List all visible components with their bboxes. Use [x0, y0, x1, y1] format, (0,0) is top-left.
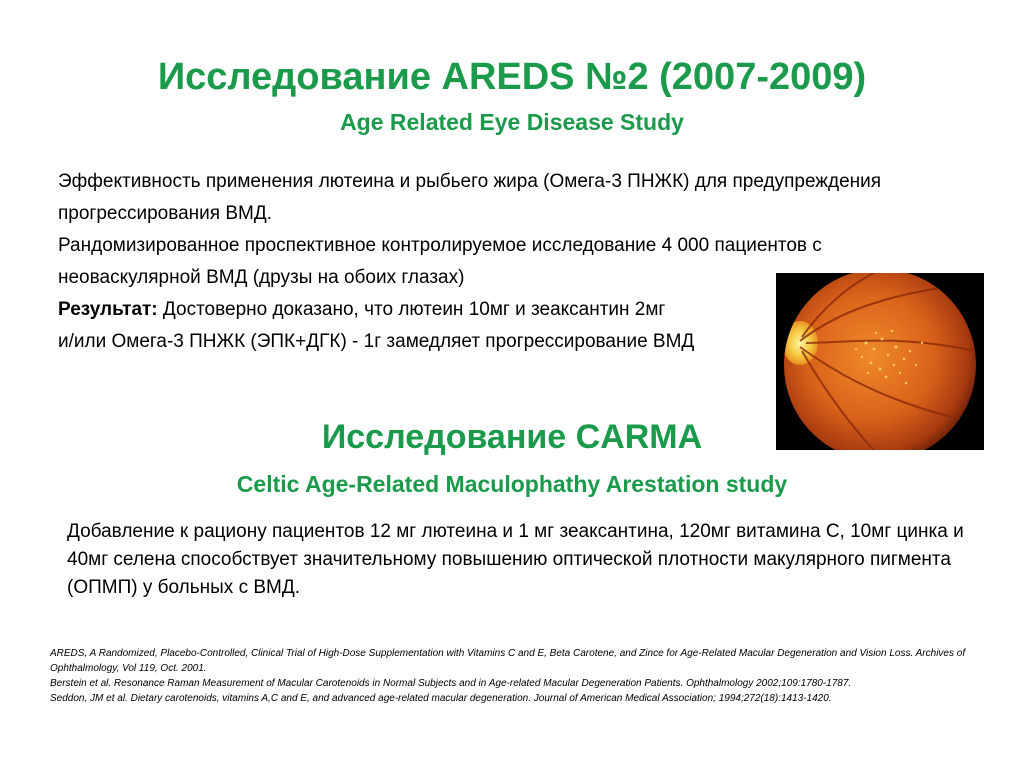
text-line: прогрессирования ВМД.: [58, 203, 273, 224]
text-line: Рандомизированное проспективное контролируемое исследование 4 000 пациентов с: [58, 235, 822, 256]
text-line: Эффективность применения лютеина и рыбьего жира (Омега-3 ПНЖК) для предупреждения: [58, 171, 882, 192]
result-label: Результат:: [58, 299, 158, 320]
carma-description: Добавление к рациону пациентов 12 мг лютеина и 1 мг зеаксантина, 120мг витамина С, 10мг цинка и 40мг селена способствует значительному повышению оптической плотности макулярного пигмента (ОПМП) у больных с ВМД.: [67, 521, 964, 598]
references: [50, 646, 985, 706]
reference-item: AREDS, A Randomized, Placebo-Controlled, Clinical Trial of High-Dose Supplementation with Vitamins C and E, Beta Carotene, and Zince for Age-Related Macular Degeneration and Vision Loss. Archives of Ophthalmology, Vol 119, Oct. 2001.: [50, 648, 966, 674]
reference-item: Seddon, JM et al. Dietary carotenoids, vitamins A,C and E, and advanced age-related macular degeneration. Journal of American Medical Association; 1994;272(18):1413-1420.: [50, 693, 832, 704]
page-title: Исследование AREDS №2 (2007-2009): [157, 56, 867, 98]
page-subtitle: Age Related Eye Disease Study: [340, 109, 684, 135]
reference-item: Berstein et al. Resonance Raman Measurement of Macular Carotenoids in Normal Subjects and in Age-related Macular Degeneration Patients. Ophthalmology 2002;109:1780-1787.: [50, 678, 852, 689]
carma-title: Исследование CARMA: [321, 418, 703, 456]
text-line: неоваскулярной ВМД (друзы на обоих глазах): [58, 267, 465, 288]
result-text: Достоверно доказано, что лютеин 10мг и зеаксантин 2мг: [157, 299, 666, 320]
result-line-2: и/или Омега-3 ПНЖК (ЭПК+ДГК) - 1г замедляет прогрессирование ВМД: [58, 331, 695, 352]
carma-subtitle: Celtic Age-Related Maculophathy Arestation study: [236, 471, 788, 497]
